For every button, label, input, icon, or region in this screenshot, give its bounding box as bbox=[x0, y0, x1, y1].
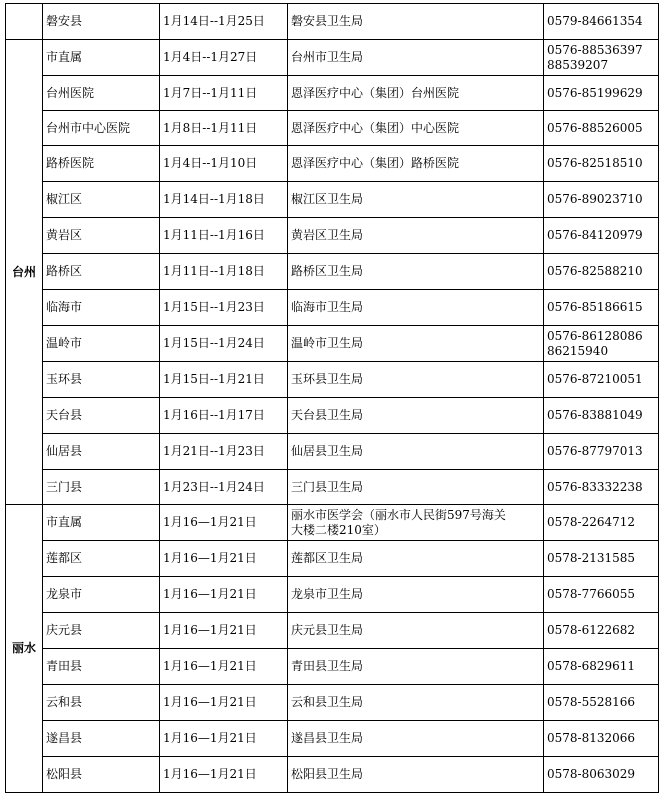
dates-cell: 1月15日--1月23日 bbox=[160, 290, 288, 326]
dates-cell: 1月15日--1月21日 bbox=[160, 362, 288, 398]
dates-cell: 1月14日--1月25日 bbox=[160, 4, 288, 40]
org-cell: 磐安县卫生局 bbox=[288, 4, 544, 40]
county-cell: 三门县 bbox=[43, 470, 160, 505]
dates-cell: 1月16—1月21日 bbox=[160, 613, 288, 649]
phone-cell: 0576-87210051 bbox=[544, 362, 659, 398]
dates-cell: 1月11日--1月16日 bbox=[160, 218, 288, 254]
phone-cell: 0578-6122682 bbox=[544, 613, 659, 649]
county-cell: 遂昌县 bbox=[43, 721, 160, 757]
table-row bbox=[6, 577, 659, 613]
org-cell: 恩泽医疗中心（集团）台州医院 bbox=[288, 76, 544, 111]
dates-cell: 1月4日--1月10日 bbox=[160, 146, 288, 182]
dates-cell: 1月21日--1月23日 bbox=[160, 434, 288, 470]
phone-cell: 0578-8063029 bbox=[544, 757, 659, 793]
region-cell-taizhou: 台州 bbox=[6, 40, 43, 505]
org-cell: 云和县卫生局 bbox=[288, 685, 544, 721]
region-cell-lishui: 丽水 bbox=[6, 505, 43, 793]
org-cell: 龙泉市卫生局 bbox=[288, 577, 544, 613]
dates-cell: 1月7日--1月11日 bbox=[160, 76, 288, 111]
phone-line-2: 88539207 bbox=[547, 57, 609, 72]
dates-cell: 1月16—1月21日 bbox=[160, 757, 288, 793]
phone-cell: 0576-83332238 bbox=[544, 470, 659, 505]
county-cell: 路桥医院 bbox=[43, 146, 160, 182]
phone-cell: 0576-82518510 bbox=[544, 146, 659, 182]
county-cell: 莲都区 bbox=[43, 541, 160, 577]
county-cell: 市直属 bbox=[43, 505, 160, 541]
table-row bbox=[6, 254, 659, 290]
county-cell: 台州医院 bbox=[43, 76, 160, 111]
dates-cell: 1月23日--1月24日 bbox=[160, 470, 288, 505]
county-cell: 松阳县 bbox=[43, 757, 160, 793]
county-cell: 温岭市 bbox=[43, 326, 160, 362]
dates-cell: 1月4日--1月27日 bbox=[160, 40, 288, 76]
org-cell: 黄岩区卫生局 bbox=[288, 218, 544, 254]
phone-line-2: 86215940 bbox=[547, 343, 609, 358]
table-row bbox=[6, 505, 659, 541]
registration-table bbox=[5, 3, 659, 793]
table-row bbox=[6, 182, 659, 218]
org-cell: 三门县卫生局 bbox=[288, 470, 544, 505]
dates-cell: 1月8日--1月11日 bbox=[160, 111, 288, 146]
phone-cell bbox=[544, 326, 659, 362]
table-row bbox=[6, 76, 659, 111]
org-cell: 临海市卫生局 bbox=[288, 290, 544, 326]
county-cell: 黄岩区 bbox=[43, 218, 160, 254]
county-cell: 庆元县 bbox=[43, 613, 160, 649]
county-cell: 龙泉市 bbox=[43, 577, 160, 613]
phone-cell bbox=[544, 40, 659, 76]
dates-cell: 1月14日--1月18日 bbox=[160, 182, 288, 218]
phone-cell: 0578-6829611 bbox=[544, 649, 659, 685]
county-cell: 路桥区 bbox=[43, 254, 160, 290]
phone-cell: 0576-87797013 bbox=[544, 434, 659, 470]
table-row bbox=[6, 4, 659, 40]
table-row bbox=[6, 541, 659, 577]
table-row bbox=[6, 613, 659, 649]
phone-cell: 0576-84120979 bbox=[544, 218, 659, 254]
org-cell: 庆元县卫生局 bbox=[288, 613, 544, 649]
org-cell: 仙居县卫生局 bbox=[288, 434, 544, 470]
county-cell: 椒江区 bbox=[43, 182, 160, 218]
table-row bbox=[6, 649, 659, 685]
org-line-2: 大楼二楼210室） bbox=[291, 522, 386, 537]
county-cell: 临海市 bbox=[43, 290, 160, 326]
org-cell: 遂昌县卫生局 bbox=[288, 721, 544, 757]
org-cell: 恩泽医疗中心（集团）路桥医院 bbox=[288, 146, 544, 182]
county-cell: 台州市中心医院 bbox=[43, 111, 160, 146]
phone-cell: 0576-88526005 bbox=[544, 111, 659, 146]
org-cell: 天台县卫生局 bbox=[288, 398, 544, 434]
phone-cell: 0576-85186615 bbox=[544, 290, 659, 326]
region-cell-previous bbox=[6, 4, 43, 40]
table-row bbox=[6, 721, 659, 757]
phone-cell: 0578-2131585 bbox=[544, 541, 659, 577]
dates-cell: 1月16—1月21日 bbox=[160, 505, 288, 541]
county-cell: 市直属 bbox=[43, 40, 160, 76]
county-cell: 仙居县 bbox=[43, 434, 160, 470]
org-cell: 台州市卫生局 bbox=[288, 40, 544, 76]
phone-cell: 0579-84661354 bbox=[544, 4, 659, 40]
table-row bbox=[6, 470, 659, 505]
phone-cell: 0578-2264712 bbox=[544, 505, 659, 541]
org-cell: 温岭市卫生局 bbox=[288, 326, 544, 362]
phone-cell: 0578-8132066 bbox=[544, 721, 659, 757]
org-cell: 松阳县卫生局 bbox=[288, 757, 544, 793]
table-row bbox=[6, 40, 659, 76]
org-cell: 玉环县卫生局 bbox=[288, 362, 544, 398]
phone-cell: 0578-7766055 bbox=[544, 577, 659, 613]
dates-cell: 1月16—1月21日 bbox=[160, 721, 288, 757]
phone-cell: 0576-83881049 bbox=[544, 398, 659, 434]
county-cell: 云和县 bbox=[43, 685, 160, 721]
phone-cell: 0576-89023710 bbox=[544, 182, 659, 218]
org-cell: 恩泽医疗中心（集团）中心医院 bbox=[288, 111, 544, 146]
table-row bbox=[6, 326, 659, 362]
county-cell: 磐安县 bbox=[43, 4, 160, 40]
county-cell: 玉环县 bbox=[43, 362, 160, 398]
org-line: 丽水市医学会（丽水市人民街597号海关 bbox=[291, 507, 506, 522]
dates-cell: 1月15日--1月24日 bbox=[160, 326, 288, 362]
county-cell: 天台县 bbox=[43, 398, 160, 434]
org-cell: 青田县卫生局 bbox=[288, 649, 544, 685]
dates-cell: 1月16—1月21日 bbox=[160, 541, 288, 577]
table-row bbox=[6, 434, 659, 470]
table-row bbox=[6, 111, 659, 146]
org-cell: 莲都区卫生局 bbox=[288, 541, 544, 577]
phone-line: 0576-88536397 bbox=[547, 42, 643, 57]
dates-cell: 1月16—1月21日 bbox=[160, 649, 288, 685]
table-row bbox=[6, 757, 659, 793]
org-cell: 椒江区卫生局 bbox=[288, 182, 544, 218]
table-row bbox=[6, 685, 659, 721]
phone-cell: 0576-82588210 bbox=[544, 254, 659, 290]
table-row bbox=[6, 398, 659, 434]
table-row bbox=[6, 362, 659, 398]
dates-cell: 1月11日--1月18日 bbox=[160, 254, 288, 290]
org-cell bbox=[288, 505, 544, 541]
dates-cell: 1月16日--1月17日 bbox=[160, 398, 288, 434]
table-row bbox=[6, 218, 659, 254]
dates-cell: 1月16—1月21日 bbox=[160, 577, 288, 613]
phone-line: 0576-86128086 bbox=[547, 328, 643, 343]
table-row bbox=[6, 290, 659, 326]
org-cell: 路桥区卫生局 bbox=[288, 254, 544, 290]
phone-cell: 0578-5528166 bbox=[544, 685, 659, 721]
table-row bbox=[6, 146, 659, 182]
dates-cell: 1月16—1月21日 bbox=[160, 685, 288, 721]
phone-cell: 0576-85199629 bbox=[544, 76, 659, 111]
county-cell: 青田县 bbox=[43, 649, 160, 685]
